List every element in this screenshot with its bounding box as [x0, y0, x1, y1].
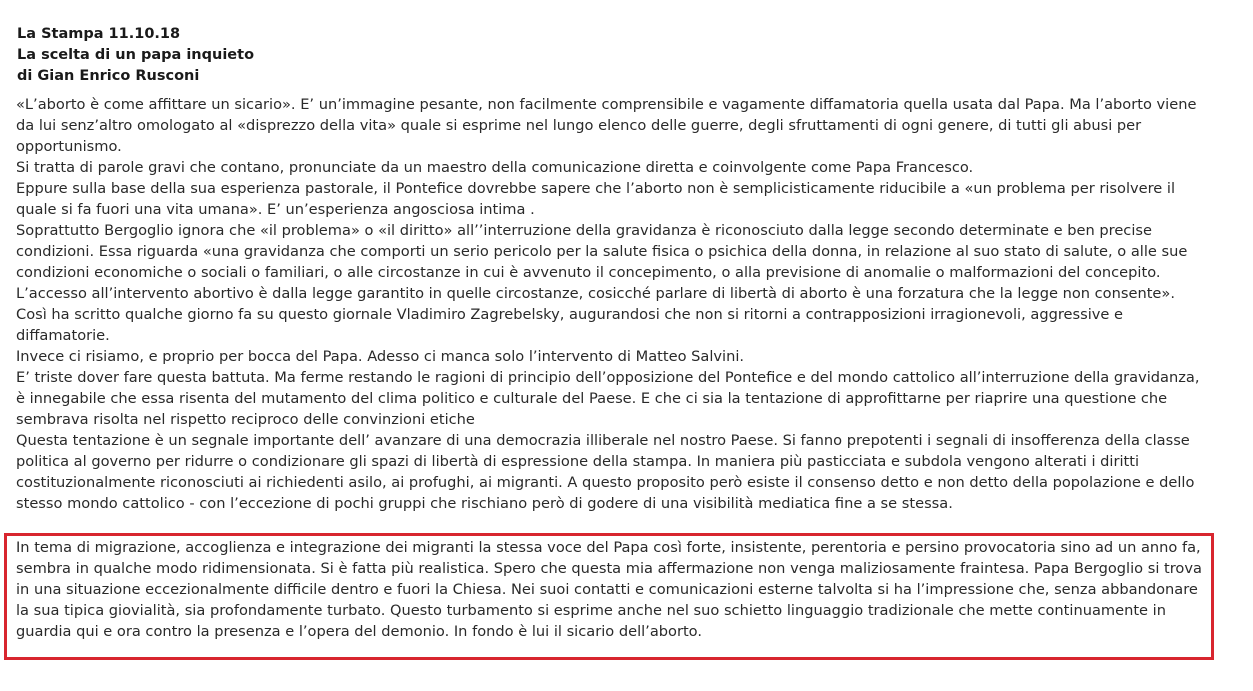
article-header	[17, 24, 254, 87]
article-paragraph: «L’aborto è come affittare un sicario». E’ un’immagine pesante, non facilmente comprensibile e vagamente diffamatoria quella usata dal Papa. Ma l’aborto viene da lui senz’altro omologato al «disprezzo della vita» quale si esprime nel lungo elenco delle guerre, degli sfruttamenti di ogni genere, di tutti gli abusi per opportunismo.	[16, 96, 1197, 155]
highlighted-section	[16, 537, 1208, 642]
author-line: di Gian Enrico Rusconi	[17, 68, 200, 84]
article-title: La scelta di un papa inquieto	[17, 47, 255, 63]
article-paragraph: Questa tentazione è un segnale importante dell’ avanzare di una democrazia illiberale nel nostro Paese. Si fanno prepotenti i segnali di insofferenza della classe politica al governo per ridurre o condizionare gli spazi di libertà di espressione della stampa. In maniera più pasticciata e subdola vengono alterati i diritti costituzionalmente riconosciuti ai richiedenti asilo, ai profughi, ai migranti. A questo proposito però esiste il consenso detto e non detto della popolazione e dello stesso mondo cattolico - con l’eccezione di pochi gruppi che rischiano però di godere di una visibilità mediatica fine a se stessa.	[16, 432, 1195, 512]
source-date-line: La Stampa 11.10.18	[17, 26, 181, 42]
highlighted-paragraph: In tema di migrazione, accoglienza e integrazione dei migranti la stessa voce del Papa così forte, insistente, perentoria e persino provocatoria sino ad un anno fa, sembra in qualche modo ridimensionata. Si è fatta più realistica. Spero che questa mia affermazione non venga maliziosamente fraintesa. Papa Bergoglio si trova in una situazione eccezionalmente difficile dentro e fuori la Chiesa. Nei suoi contatti e comunicazioni esterne talvolta si ha l’impressione che, senza abbandonare la sua tipica giovialità, sia profondamente turbato. Questo turbamento si esprime anche nel suo schietto linguaggio tradizionale che mette continuamente in guardia qui e ora contro la presenza e l’opera del demonio. In fondo è lui il sicario dell’aborto.	[16, 539, 1202, 640]
article-paragraph: Eppure sulla base della sua esperienza pastorale, il Pontefice dovrebbe sapere che l’aborto non è semplicisticamente riducibile a «un problema per risolvere il quale si fa fuori una vita umana». E’ un’esperienza angosciosa intima .	[16, 180, 1176, 218]
article-paragraph: E’ triste dover fare questa battuta. Ma ferme restando le ragioni di principio dell’opposizione del Pontefice e del mondo cattolico all’interruzione della gravidanza, è innegabile che essa risenta del mutamento del clima politico e culturale del Paese. E che ci sia la tentazione di approfittarne per riaprire una questione che sembrava risolta nel rispetto reciproco delle convinzioni etiche	[16, 369, 1200, 428]
article-paragraph: Soprattutto Bergoglio ignora che «il problema» o «il diritto» all’’interruzione della gravidanza è riconosciuto dalla legge secondo determinate e ben precise condizioni. Essa riguarda «una gravidanza che comporti un serio pericolo per la salute fisica o psichica della donna, in relazione al suo stato di salute, o alle sue condizioni economiche o sociali o familiari, o alle circostanze in cui è avvenuto il concepimento, o alla previsione di anomalie o malformazioni del concepito. L’accesso all’intervento abortivo è dalla legge garantito in quelle circostanze, cosicché parlare di libertà di aborto è una forzatura che la legge non consente». Così ha scritto qualche giorno fa su questo giornale Vladimiro Zagrebelsky, augurandosi che non si ritorni a contrapposizioni irragionevoli, aggressive e diffamatorie.	[16, 222, 1188, 344]
article-body	[16, 94, 1208, 514]
article-paragraph: Invece ci risiamo, e proprio per bocca del Papa. Adesso ci manca solo l’intervento di Matteo Salvini.	[16, 348, 745, 365]
article-paragraph: Si tratta di parole gravi che contano, pronunciate da un maestro della comunicazione diretta e coinvolgente come Papa Francesco.	[16, 159, 974, 176]
